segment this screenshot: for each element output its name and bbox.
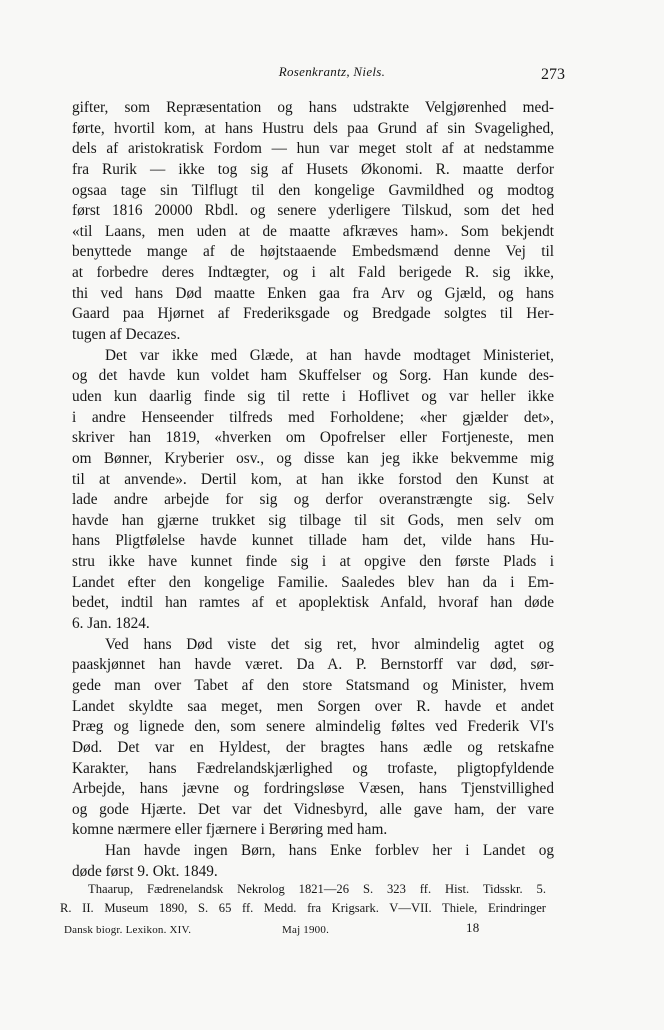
text-line: stru ikke have kunnet finde sig i at opgive den første Plads i [72,553,554,571]
text-line: Ved hans Død viste det sig ret, hvor almindelig agtet og [105,635,554,653]
text-line: Landet skyldte saa meget, men Sorgen over R. havde et andet [72,697,554,715]
text-line: paaskjønnet han havde været. Da A. P. Bernstorff var død, sør- [72,656,554,674]
reference-line: R. II. Museum 1890, S. 65 ff. Medd. fra Krigsark. V—VII. Thiele, Erindringer [60,901,546,915]
text-line: førte, hvortil kom, at hans Hustru dels paa Grund af sin Svagelighed, [72,119,554,137]
text-line: og det havde kun voldet ham Skuffelser og Sorg. Han kunde des- [72,367,554,385]
text-line: døde først 9. Okt. 1849. [72,862,218,880]
text-line: thi ved hans Død maatte Enken gaa fra Arv og Gjæld, og hans [72,284,554,302]
text-line: og gode Hjærte. Det var det Vidnesbyrd, alle gave ham, der vare [72,800,554,818]
text-line: fra Rurik — ikke tog sig af Husets Økonomi. R. maatte derfor [72,160,554,178]
text-line: «til Laans, men uden at de maatte afkræves ham». Som bekjendt [72,222,554,240]
text-line: først 1816 20000 Rbdl. og senere yderligere Tilskud, som det hed [72,202,554,220]
text-line: uden kun daarlig finde sig til rette i Hoflivet og var heller ikke [72,387,554,405]
publication-note: Dansk biogr. Lexikon. XIV. [64,924,192,936]
text-line: i andre Henseender tilfreds med Forholdene; «her gjælder det», [72,408,554,426]
text-line: komne nærmere eller fjærnere i Berøring med ham. [72,821,388,839]
text-line: 6. Jan. 1824. [72,615,150,633]
text-line: Gaard paa Hjørnet af Frederiksgade og Bredgade solgtes til Her- [72,305,554,323]
main-text [72,98,554,882]
text-line: Det var ikke med Glæde, at han havde modtaget Ministeriet, [105,346,554,364]
page-footer [64,920,484,940]
text-line: skriver han 1819, «hverken om Opofrelser eller Fortjeneste, men [72,429,554,447]
text-line: gifter, som Repræsentation og hans udstrakte Velgjørenhed med- [72,99,554,116]
text-line: at forbedre deres Indtægter, og i alt Fald berigede R. sig ikke, [72,264,554,282]
text-line: Død. Det var en Hyldest, der bragtes hans ædle og retskafne [72,738,554,756]
text-line: dels af aristokratisk Fordom — hun var meget stolt af at nedstamme [72,140,554,158]
text-line: Han havde ingen Børn, hans Enke forblev her i Landet og [105,842,554,860]
references [60,880,546,918]
text-line: tugen af Decazes. [72,326,181,344]
text-line: ogsaa tage sin Tilflugt til den kongelige Gavmildhed og modtog [72,181,554,199]
sheet-signature: 18 [466,920,480,935]
running-title: Rosenkrantz, Niels. [278,64,386,79]
text-line: hans Pligtfølelse havde kunnet tillade ham det, vilde hans Hu- [72,532,554,550]
text-line: havde han gjærne trukket sig tilbage til sit Gods, men selv om [72,511,554,529]
text-line: Arbejde, hans jævne og fordringsløse Væsen, hans Tjenstvillighed [72,780,554,798]
page-number: 273 [541,66,565,83]
text-line: benyttede mange af de højtstaaende Embedsmænd denne Vej til [72,243,554,261]
text-line: bedet, indtil han ramtes af et apoplektisk Anfald, hvoraf han døde [72,594,554,612]
text-line: om Bønner, Kryberier osv., og disse kan jeg ikke bekvemme mig [72,449,554,467]
publication-date: Maj 1900. [282,924,330,936]
text-line: Præg og lignede den, som senere almindelig føltes ved Frederik VI's [72,718,554,736]
page-header [0,62,664,86]
text-line: gede man over Tabet af den store Statsmand og Minister, hvem [72,676,554,694]
text-line: til at anvende». Dertil kom, at han ikke forstod den Kunst at [72,470,554,488]
reference-line: Thaarup, Fædrenelandsk Nekrolog 1821—26 S. 323 ff. Hist. Tidsskr. 5. [88,882,546,896]
text-line: Landet efter den kongelige Familie. Saaledes blev han da i Em- [72,573,554,591]
text-line: lade andre arbejde for sig og derfor overanstrængte sig. Selv [72,491,554,509]
text-line: Karakter, hans Fædrelandskjærlighed og trofaste, pligtopfyldende [72,759,554,777]
